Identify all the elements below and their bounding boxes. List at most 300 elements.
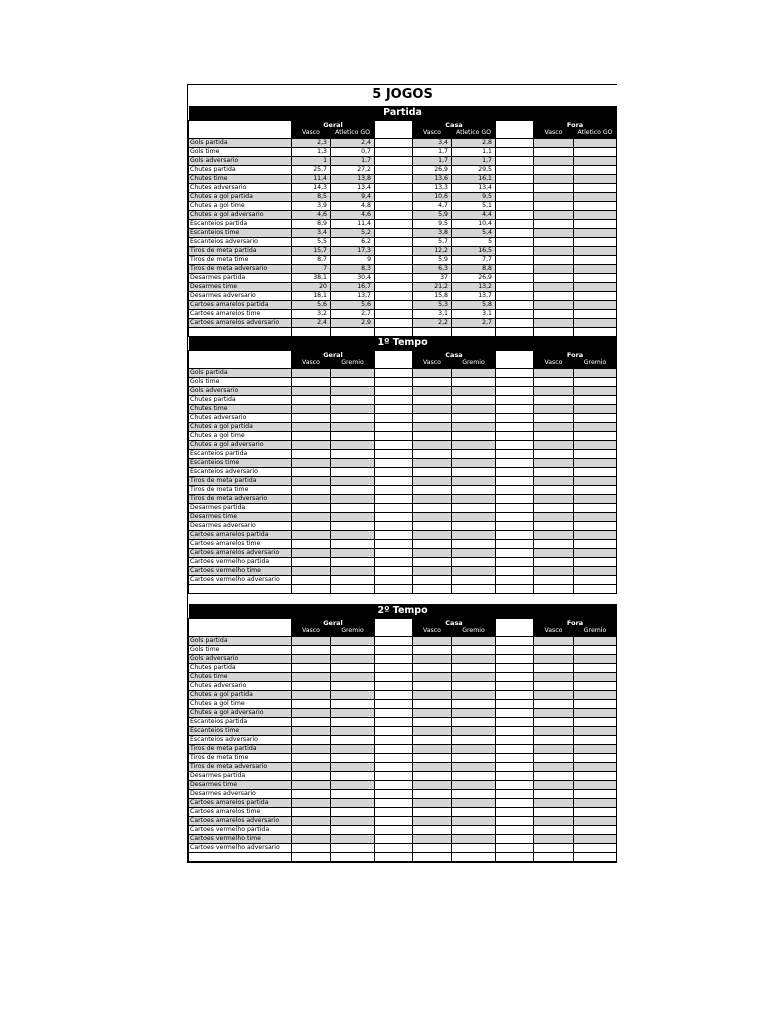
table-row: [189, 690, 617, 699]
blank-cell: [189, 327, 292, 336]
row-label: Gols time: [189, 377, 292, 386]
value-cell: [534, 557, 574, 566]
spacer-cell: [496, 264, 534, 273]
value-cell: [574, 138, 617, 147]
group-header-row: [189, 350, 617, 359]
value-cell: [331, 485, 375, 494]
value-cell: 5,7: [413, 237, 452, 246]
value-cell: [574, 165, 617, 174]
value-cell: [292, 431, 331, 440]
value-cell: [534, 663, 574, 672]
value-cell: [292, 825, 331, 834]
row-label: Gols adversario: [189, 386, 292, 395]
row-label: Chutes a gol adversario: [189, 440, 292, 449]
blank-cell: [413, 584, 452, 593]
blank-row: [189, 327, 617, 336]
section-header-row: [189, 106, 617, 120]
value-cell: [413, 530, 452, 539]
row-label: Tiros de meta partida: [189, 476, 292, 485]
value-cell: [452, 485, 496, 494]
value-cell: 15,7: [292, 246, 331, 255]
value-cell: [331, 386, 375, 395]
value-cell: 5,1: [452, 201, 496, 210]
value-cell: [292, 557, 331, 566]
table-row: [189, 156, 617, 165]
value-cell: [534, 377, 574, 386]
value-cell: [331, 753, 375, 762]
value-cell: 9,4: [331, 192, 375, 201]
value-cell: 5: [452, 237, 496, 246]
value-cell: [413, 503, 452, 512]
value-cell: [452, 636, 496, 645]
value-cell: [574, 201, 617, 210]
value-cell: [331, 440, 375, 449]
value-cell: [292, 368, 331, 377]
value-cell: [452, 663, 496, 672]
value-cell: 17,3: [331, 246, 375, 255]
value-cell: [452, 681, 496, 690]
spacer-cell: [375, 548, 413, 557]
value-cell: [534, 530, 574, 539]
spacer-cell: [496, 816, 534, 825]
value-cell: 4,4: [452, 210, 496, 219]
table-row: [189, 237, 617, 246]
page-title: 5 JOGOS: [189, 85, 617, 106]
value-cell: [574, 753, 617, 762]
row-label: Tiros de meta adversario: [189, 264, 292, 273]
blank-row: [189, 852, 617, 861]
table-row: [189, 521, 617, 530]
value-cell: [574, 228, 617, 237]
value-cell: [413, 539, 452, 548]
row-label: Chutes adversario: [189, 413, 292, 422]
value-cell: [534, 735, 574, 744]
row-label: Tiros de meta adversario: [189, 762, 292, 771]
value-cell: [452, 539, 496, 548]
value-cell: 4,7: [413, 201, 452, 210]
value-cell: [534, 807, 574, 816]
value-cell: [534, 503, 574, 512]
spacer-cell: [375, 291, 413, 300]
table-row: [189, 807, 617, 816]
spacer-cell: [375, 494, 413, 503]
header-blank-cell: [189, 120, 292, 138]
value-cell: 37: [413, 273, 452, 282]
spacer-cell: [375, 300, 413, 309]
value-cell: [574, 798, 617, 807]
blank-cell: [189, 584, 292, 593]
value-cell: [574, 503, 617, 512]
value-cell: [534, 681, 574, 690]
value-cell: 2,4: [331, 138, 375, 147]
value-cell: [331, 512, 375, 521]
value-cell: 3,4: [413, 138, 452, 147]
spacer-cell: [496, 717, 534, 726]
blank-cell: [375, 852, 413, 861]
value-cell: [534, 255, 574, 264]
spacer-cell: [375, 717, 413, 726]
value-cell: 1,3: [292, 147, 331, 156]
row-label: Escanteios partida: [189, 717, 292, 726]
value-cell: [534, 566, 574, 575]
column-label-fora: Gremio: [574, 359, 617, 368]
value-cell: [574, 717, 617, 726]
spacer-cell: [375, 210, 413, 219]
value-cell: [413, 575, 452, 584]
value-cell: [534, 762, 574, 771]
table-row: [189, 440, 617, 449]
group-label-geral: Geral: [292, 350, 375, 359]
spacer-cell: [375, 780, 413, 789]
group-spacer: [375, 350, 413, 368]
spacer-cell: [375, 413, 413, 422]
group-label-casa: Casa: [413, 350, 496, 359]
row-label: Gols adversario: [189, 156, 292, 165]
value-cell: [452, 548, 496, 557]
row-label: Desarmes time: [189, 512, 292, 521]
value-cell: [413, 771, 452, 780]
spacer-cell: [375, 273, 413, 282]
spacer-cell: [496, 566, 534, 575]
value-cell: [413, 735, 452, 744]
value-cell: 3,9: [292, 201, 331, 210]
spacer-cell: [496, 282, 534, 291]
value-cell: [534, 494, 574, 503]
group-label-fora: Fora: [534, 120, 617, 129]
value-cell: [534, 467, 574, 476]
value-cell: [574, 843, 617, 852]
value-cell: [534, 699, 574, 708]
value-cell: [574, 458, 617, 467]
spacer-cell: [496, 798, 534, 807]
value-cell: [452, 575, 496, 584]
spacer-cell: [496, 645, 534, 654]
value-cell: 13,4: [452, 183, 496, 192]
spacer-cell: [375, 138, 413, 147]
value-cell: [413, 395, 452, 404]
group-header-row: [189, 120, 617, 129]
value-cell: [534, 395, 574, 404]
value-cell: [331, 530, 375, 539]
row-label: Cartoes amarelos partida: [189, 530, 292, 539]
value-cell: [574, 816, 617, 825]
value-cell: [574, 395, 617, 404]
value-cell: [574, 530, 617, 539]
value-cell: [331, 672, 375, 681]
value-cell: 20: [292, 282, 331, 291]
row-label: Chutes a gol partida: [189, 192, 292, 201]
spacer-cell: [496, 548, 534, 557]
value-cell: [534, 825, 574, 834]
value-cell: 26,9: [413, 165, 452, 174]
table-row: [189, 192, 617, 201]
row-label: Chutes partida: [189, 165, 292, 174]
spacer-cell: [375, 708, 413, 717]
value-cell: [574, 192, 617, 201]
table-row: [189, 485, 617, 494]
value-cell: [413, 404, 452, 413]
value-cell: [331, 690, 375, 699]
value-cell: [413, 762, 452, 771]
spacer-cell: [496, 557, 534, 566]
value-cell: [413, 377, 452, 386]
row-label: Gols partida: [189, 636, 292, 645]
value-cell: [292, 717, 331, 726]
value-cell: [331, 521, 375, 530]
row-label: Tiros de meta adversario: [189, 494, 292, 503]
value-cell: 30,4: [331, 273, 375, 282]
value-cell: [574, 512, 617, 521]
value-cell: [452, 449, 496, 458]
spacer-cell: [496, 771, 534, 780]
value-cell: [292, 816, 331, 825]
value-cell: 5,2: [331, 228, 375, 237]
header-blank-cell: [189, 618, 292, 636]
value-cell: [292, 798, 331, 807]
value-cell: 1,7: [413, 156, 452, 165]
value-cell: [534, 753, 574, 762]
blank-row: [189, 584, 617, 593]
value-cell: [534, 147, 574, 156]
value-cell: [413, 834, 452, 843]
column-label-casa: Atletico GO: [452, 129, 496, 138]
value-cell: 21,2: [413, 282, 452, 291]
value-cell: [413, 494, 452, 503]
table-row: [189, 843, 617, 852]
value-cell: 3,1: [452, 309, 496, 318]
row-label: Cartoes vermelho partida: [189, 825, 292, 834]
value-cell: 5,9: [413, 210, 452, 219]
value-cell: [292, 726, 331, 735]
spacer-cell: [496, 440, 534, 449]
blank-cell: [375, 327, 413, 336]
row-label: Escanteios partida: [189, 449, 292, 458]
table-row: [189, 449, 617, 458]
value-cell: [292, 539, 331, 548]
spacer-cell: [375, 458, 413, 467]
value-cell: [331, 834, 375, 843]
value-cell: 5,4: [452, 228, 496, 237]
value-cell: [413, 557, 452, 566]
value-cell: [292, 548, 331, 557]
value-cell: 5,5: [292, 237, 331, 246]
table-row: [189, 672, 617, 681]
section-title: 2º Tempo: [189, 604, 617, 618]
value-cell: [331, 816, 375, 825]
value-cell: [534, 458, 574, 467]
spacer-cell: [496, 156, 534, 165]
spacer-cell: [375, 219, 413, 228]
group-spacer: [496, 350, 534, 368]
spacer-cell: [375, 192, 413, 201]
value-cell: [574, 237, 617, 246]
value-cell: [413, 521, 452, 530]
value-cell: [452, 672, 496, 681]
value-cell: [574, 699, 617, 708]
value-cell: [452, 699, 496, 708]
table-row: [189, 798, 617, 807]
value-cell: 1,1: [452, 147, 496, 156]
value-cell: [292, 395, 331, 404]
value-cell: 13,7: [331, 291, 375, 300]
value-cell: [413, 458, 452, 467]
value-cell: [452, 645, 496, 654]
value-cell: [331, 735, 375, 744]
spacer-cell: [496, 201, 534, 210]
value-cell: [452, 726, 496, 735]
value-cell: [574, 762, 617, 771]
blank-cell: [574, 852, 617, 861]
value-cell: [452, 762, 496, 771]
blank-cell: [331, 852, 375, 861]
column-label-fora: Atletico GO: [574, 129, 617, 138]
value-cell: [534, 368, 574, 377]
value-cell: 5,6: [331, 300, 375, 309]
row-label: Escanteios partida: [189, 219, 292, 228]
value-cell: [292, 467, 331, 476]
group-label-fora: Fora: [534, 350, 617, 359]
spacer-cell: [496, 825, 534, 834]
value-cell: [574, 147, 617, 156]
value-cell: 26,9: [452, 273, 496, 282]
table-row: [189, 744, 617, 753]
value-cell: [574, 273, 617, 282]
spacer-cell: [496, 681, 534, 690]
value-cell: [331, 395, 375, 404]
row-label: Gols adversario: [189, 654, 292, 663]
value-cell: [292, 762, 331, 771]
blank-cell: [534, 852, 574, 861]
column-label-fora: Vasco: [534, 359, 574, 368]
spacer-cell: [496, 165, 534, 174]
value-cell: 13,7: [452, 291, 496, 300]
value-cell: 11,4: [331, 219, 375, 228]
value-cell: 3,2: [292, 309, 331, 318]
group-label-casa: Casa: [413, 120, 496, 129]
value-cell: 10,4: [452, 219, 496, 228]
row-label: Desarmes time: [189, 780, 292, 789]
value-cell: [574, 575, 617, 584]
spacer-cell: [375, 165, 413, 174]
spacer-cell: [496, 237, 534, 246]
value-cell: [292, 807, 331, 816]
value-cell: [331, 645, 375, 654]
value-cell: [574, 318, 617, 327]
spacer-cell: [496, 512, 534, 521]
section-header-row: [189, 604, 617, 618]
value-cell: 5,6: [292, 300, 331, 309]
value-cell: 13,6: [413, 174, 452, 183]
table-row: [189, 726, 617, 735]
spacer-cell: [375, 744, 413, 753]
value-cell: [331, 503, 375, 512]
value-cell: [331, 807, 375, 816]
value-cell: [574, 780, 617, 789]
spacer-cell: [375, 246, 413, 255]
value-cell: [413, 485, 452, 494]
value-cell: [534, 521, 574, 530]
value-cell: [452, 843, 496, 852]
spacer-cell: [496, 636, 534, 645]
table-row: [189, 512, 617, 521]
table-row: [189, 494, 617, 503]
value-cell: [534, 282, 574, 291]
row-label: Chutes partida: [189, 395, 292, 404]
table-row: [189, 246, 617, 255]
value-cell: [331, 717, 375, 726]
value-cell: [413, 690, 452, 699]
value-cell: 5,9: [413, 255, 452, 264]
row-label: Tiros de meta partida: [189, 744, 292, 753]
value-cell: [413, 512, 452, 521]
value-cell: [574, 449, 617, 458]
value-cell: [534, 789, 574, 798]
row-label: Chutes a gol time: [189, 699, 292, 708]
spacer-cell: [496, 219, 534, 228]
row-label: Cartoes amarelos time: [189, 309, 292, 318]
column-label-geral: Gremio: [331, 359, 375, 368]
value-cell: [574, 825, 617, 834]
value-cell: [292, 843, 331, 852]
value-cell: 5,8: [452, 300, 496, 309]
spacer-cell: [496, 521, 534, 530]
spacer-cell: [375, 530, 413, 539]
spacer-cell: [375, 575, 413, 584]
spacer-cell: [375, 183, 413, 192]
spacer-cell: [375, 690, 413, 699]
value-cell: [534, 726, 574, 735]
value-cell: 38,1: [292, 273, 331, 282]
spacer-cell: [496, 476, 534, 485]
spacer-cell: [496, 843, 534, 852]
value-cell: [452, 404, 496, 413]
spacer-cell: [496, 807, 534, 816]
value-cell: [534, 210, 574, 219]
value-cell: [574, 789, 617, 798]
value-cell: [413, 672, 452, 681]
value-cell: [331, 699, 375, 708]
table-row: [189, 300, 617, 309]
value-cell: 0,7: [331, 147, 375, 156]
value-cell: [413, 708, 452, 717]
value-cell: [452, 780, 496, 789]
value-cell: 2,2: [413, 318, 452, 327]
value-cell: [292, 386, 331, 395]
value-cell: [534, 174, 574, 183]
value-cell: 8,8: [452, 264, 496, 273]
table-row: [189, 377, 617, 386]
table-row: [189, 708, 617, 717]
value-cell: [534, 291, 574, 300]
value-cell: [331, 404, 375, 413]
value-cell: [574, 636, 617, 645]
spacer-cell: [496, 386, 534, 395]
table-row: [189, 201, 617, 210]
table-row: [189, 368, 617, 377]
spacer-cell: [375, 440, 413, 449]
value-cell: [452, 735, 496, 744]
value-cell: [452, 512, 496, 521]
value-cell: [574, 368, 617, 377]
value-cell: [413, 636, 452, 645]
value-cell: [574, 663, 617, 672]
value-cell: [534, 413, 574, 422]
value-cell: [292, 663, 331, 672]
value-cell: 16,5: [452, 246, 496, 255]
spacer-cell: [496, 395, 534, 404]
value-cell: [331, 843, 375, 852]
value-cell: [413, 449, 452, 458]
